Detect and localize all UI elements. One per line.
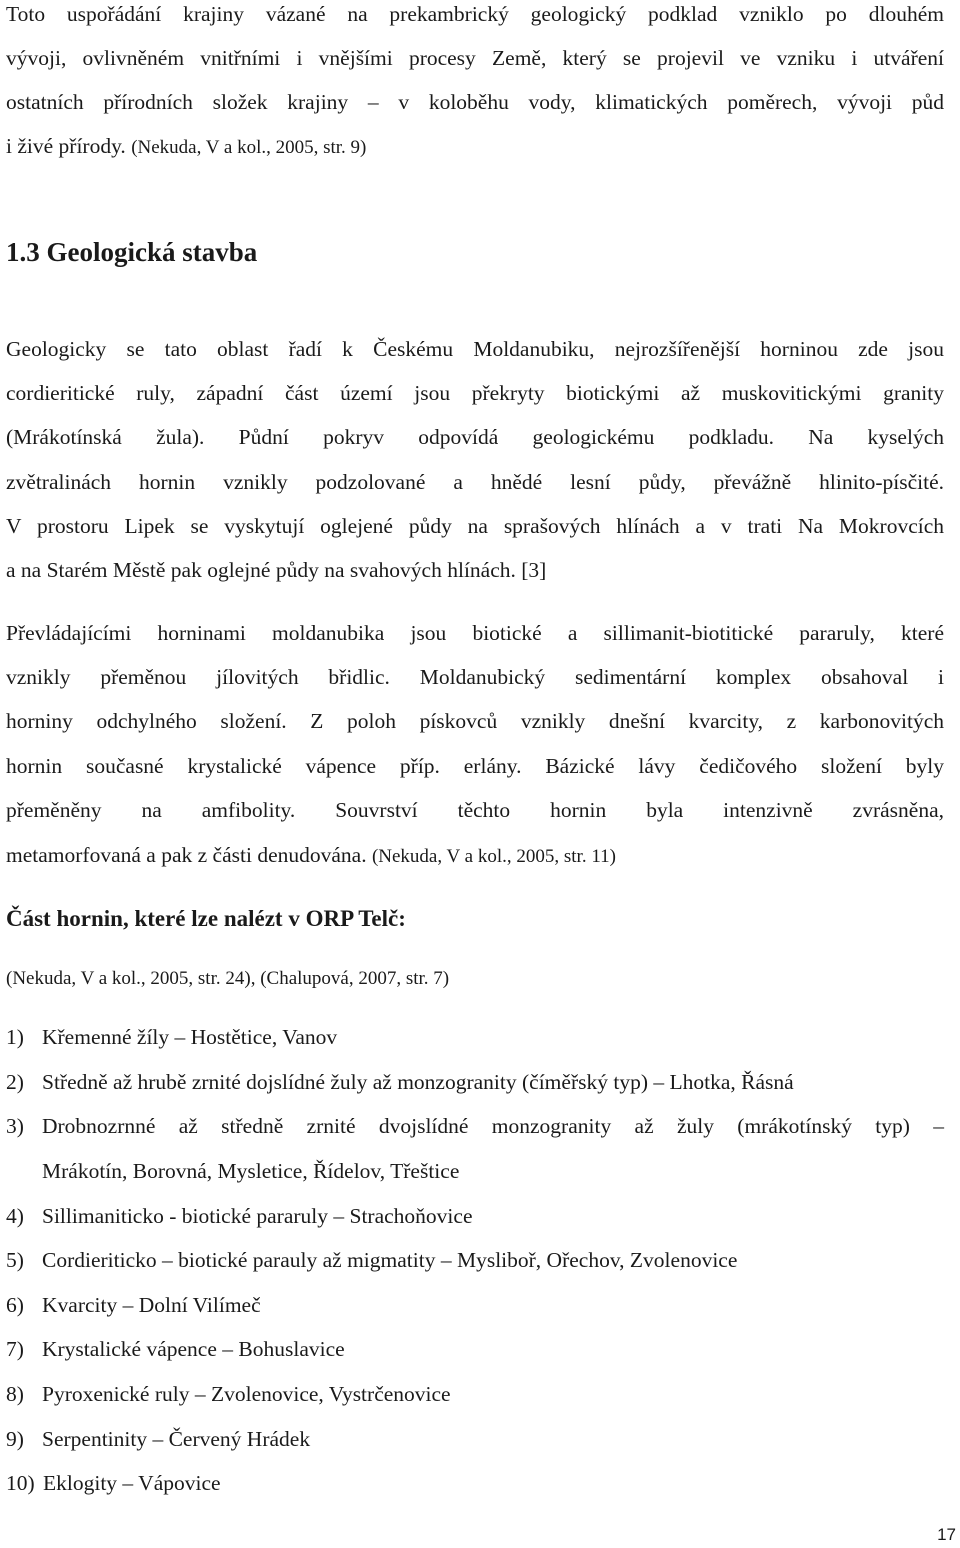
page-number: 17	[937, 1525, 956, 1544]
rocks-sources: (Nekuda, V a kol., 2005, str. 24), (Chalupová, 2007, str. 7)	[6, 968, 450, 989]
list-item-text: Křemenné žíly – Hostětice, Vanov	[42, 1025, 338, 1049]
list-item-text: Mrákotín, Borovná, Mysletice, Řídelov, Třeštice	[42, 1159, 460, 1183]
list-item-number: 5)	[6, 1248, 24, 1272]
paragraph2-line: Převládajícími horninami moldanubika jsou biotické a sillimanit-biotitické pararuly, které	[6, 621, 944, 645]
list-item-number: 1)	[6, 1025, 24, 1049]
list-item-number: 10)	[6, 1471, 35, 1495]
list-item-number: 3)	[6, 1114, 24, 1138]
intro-text: i živé přírody.	[6, 134, 126, 158]
list-item-number: 8)	[6, 1382, 24, 1406]
section-heading: 1.3 Geologická stavba	[6, 237, 258, 267]
intro-line-last	[6, 133, 366, 161]
list-item-number: 6)	[6, 1293, 24, 1317]
paragraph2-line: hornin současné krystalické vápence příp. erlány. Bázické lávy čedičového složení byly	[6, 754, 944, 778]
list-item-number: 9)	[6, 1427, 24, 1451]
intro-line: Toto uspořádání krajiny vázané na prekambrický geologický podklad vzniklo po dlouhém	[6, 2, 944, 26]
list-item-number: 2)	[6, 1070, 24, 1094]
intro-citation: (Nekuda, V a kol., 2005, str. 9)	[131, 137, 367, 158]
list-item-number: 7)	[6, 1337, 24, 1361]
paragraph1-line: zvětralinách hornin vznikly podzolované a hnědé lesní půdy, převážně hlinito-písčité.	[6, 470, 944, 494]
paragraph2-text: metamorfovaná a pak z části denudována.	[6, 843, 367, 867]
paragraph2-line: přeměněny na amfibolity. Souvrství těchto hornin byla intenzivně zvrásněna,	[6, 798, 944, 822]
list-item-text: Pyroxenické ruly – Zvolenovice, Vystrčenovice	[42, 1382, 451, 1406]
list-item-text: Serpentinity – Červený Hrádek	[42, 1427, 311, 1451]
paragraph1-line: cordieritické ruly, západní část území jsou překryty biotickými až muskovitickými granity	[6, 381, 944, 405]
list-item-text: Krystalické vápence – Bohuslavice	[42, 1337, 345, 1361]
paragraph1-line: (Mrákotínská žula). Půdní pokryv odpovídá geologickému podkladu. Na kyselých	[6, 425, 944, 449]
list-item-text: Středně až hrubě zrnité dojslídné žuly až monzogranity (číměřský typ) – Lhotka, Řásná	[42, 1070, 794, 1094]
paragraph1-line: V prostoru Lipek se vyskytují oglejené půdy na sprašových hlínách a v trati Na Mokrovcích	[6, 514, 944, 538]
paragraph1-line: Geologicky se tato oblast řadí k Českému Moldanubiku, nejrozšířenější horninou zde jsou	[6, 337, 944, 361]
rocks-heading: Část hornin, které lze nalézt v ORP Telč:	[6, 906, 406, 931]
list-item-text: Eklogity – Vápovice	[43, 1471, 221, 1495]
list-item-text: Sillimaniticko - biotické pararuly – Strachoňovice	[42, 1204, 473, 1228]
paragraph2-line: horniny odchylného složení. Z poloh pískovců vznikly dnešní kvarcity, z karbonovitých	[6, 709, 944, 733]
paragraph2-line: vznikly přeměnou jílovitých břidlic. Moldanubický sedimentární komplex obsahoval i	[6, 665, 944, 689]
intro-line: ostatních přírodních složek krajiny – v koloběhu vody, klimatických poměrech, vývoji půd	[6, 90, 944, 114]
list-item-text: Kvarcity – Dolní Vilímeč	[42, 1293, 261, 1317]
list-item-number: 4)	[6, 1204, 24, 1228]
intro-line: vývoji, ovlivněném vnitřními i vnějšími procesy Země, který se projevil ve vzniku i utváření	[6, 46, 944, 70]
list-item-text: Cordieriticko – biotické parauly až migmatity – Mysliboř, Ořechov, Zvolenovice	[42, 1248, 738, 1272]
paragraph1-line: a na Starém Městě pak oglejné půdy na svahových hlínách. [3]	[6, 558, 547, 582]
list-item-text: Drobnozrnné až středně zrnité dvojslídné monzogranity až žuly (mrákotínský typ) –	[42, 1114, 944, 1138]
paragraph2-line-last	[6, 842, 616, 870]
paragraph2-citation: (Nekuda, V a kol., 2005, str. 11)	[371, 846, 616, 867]
